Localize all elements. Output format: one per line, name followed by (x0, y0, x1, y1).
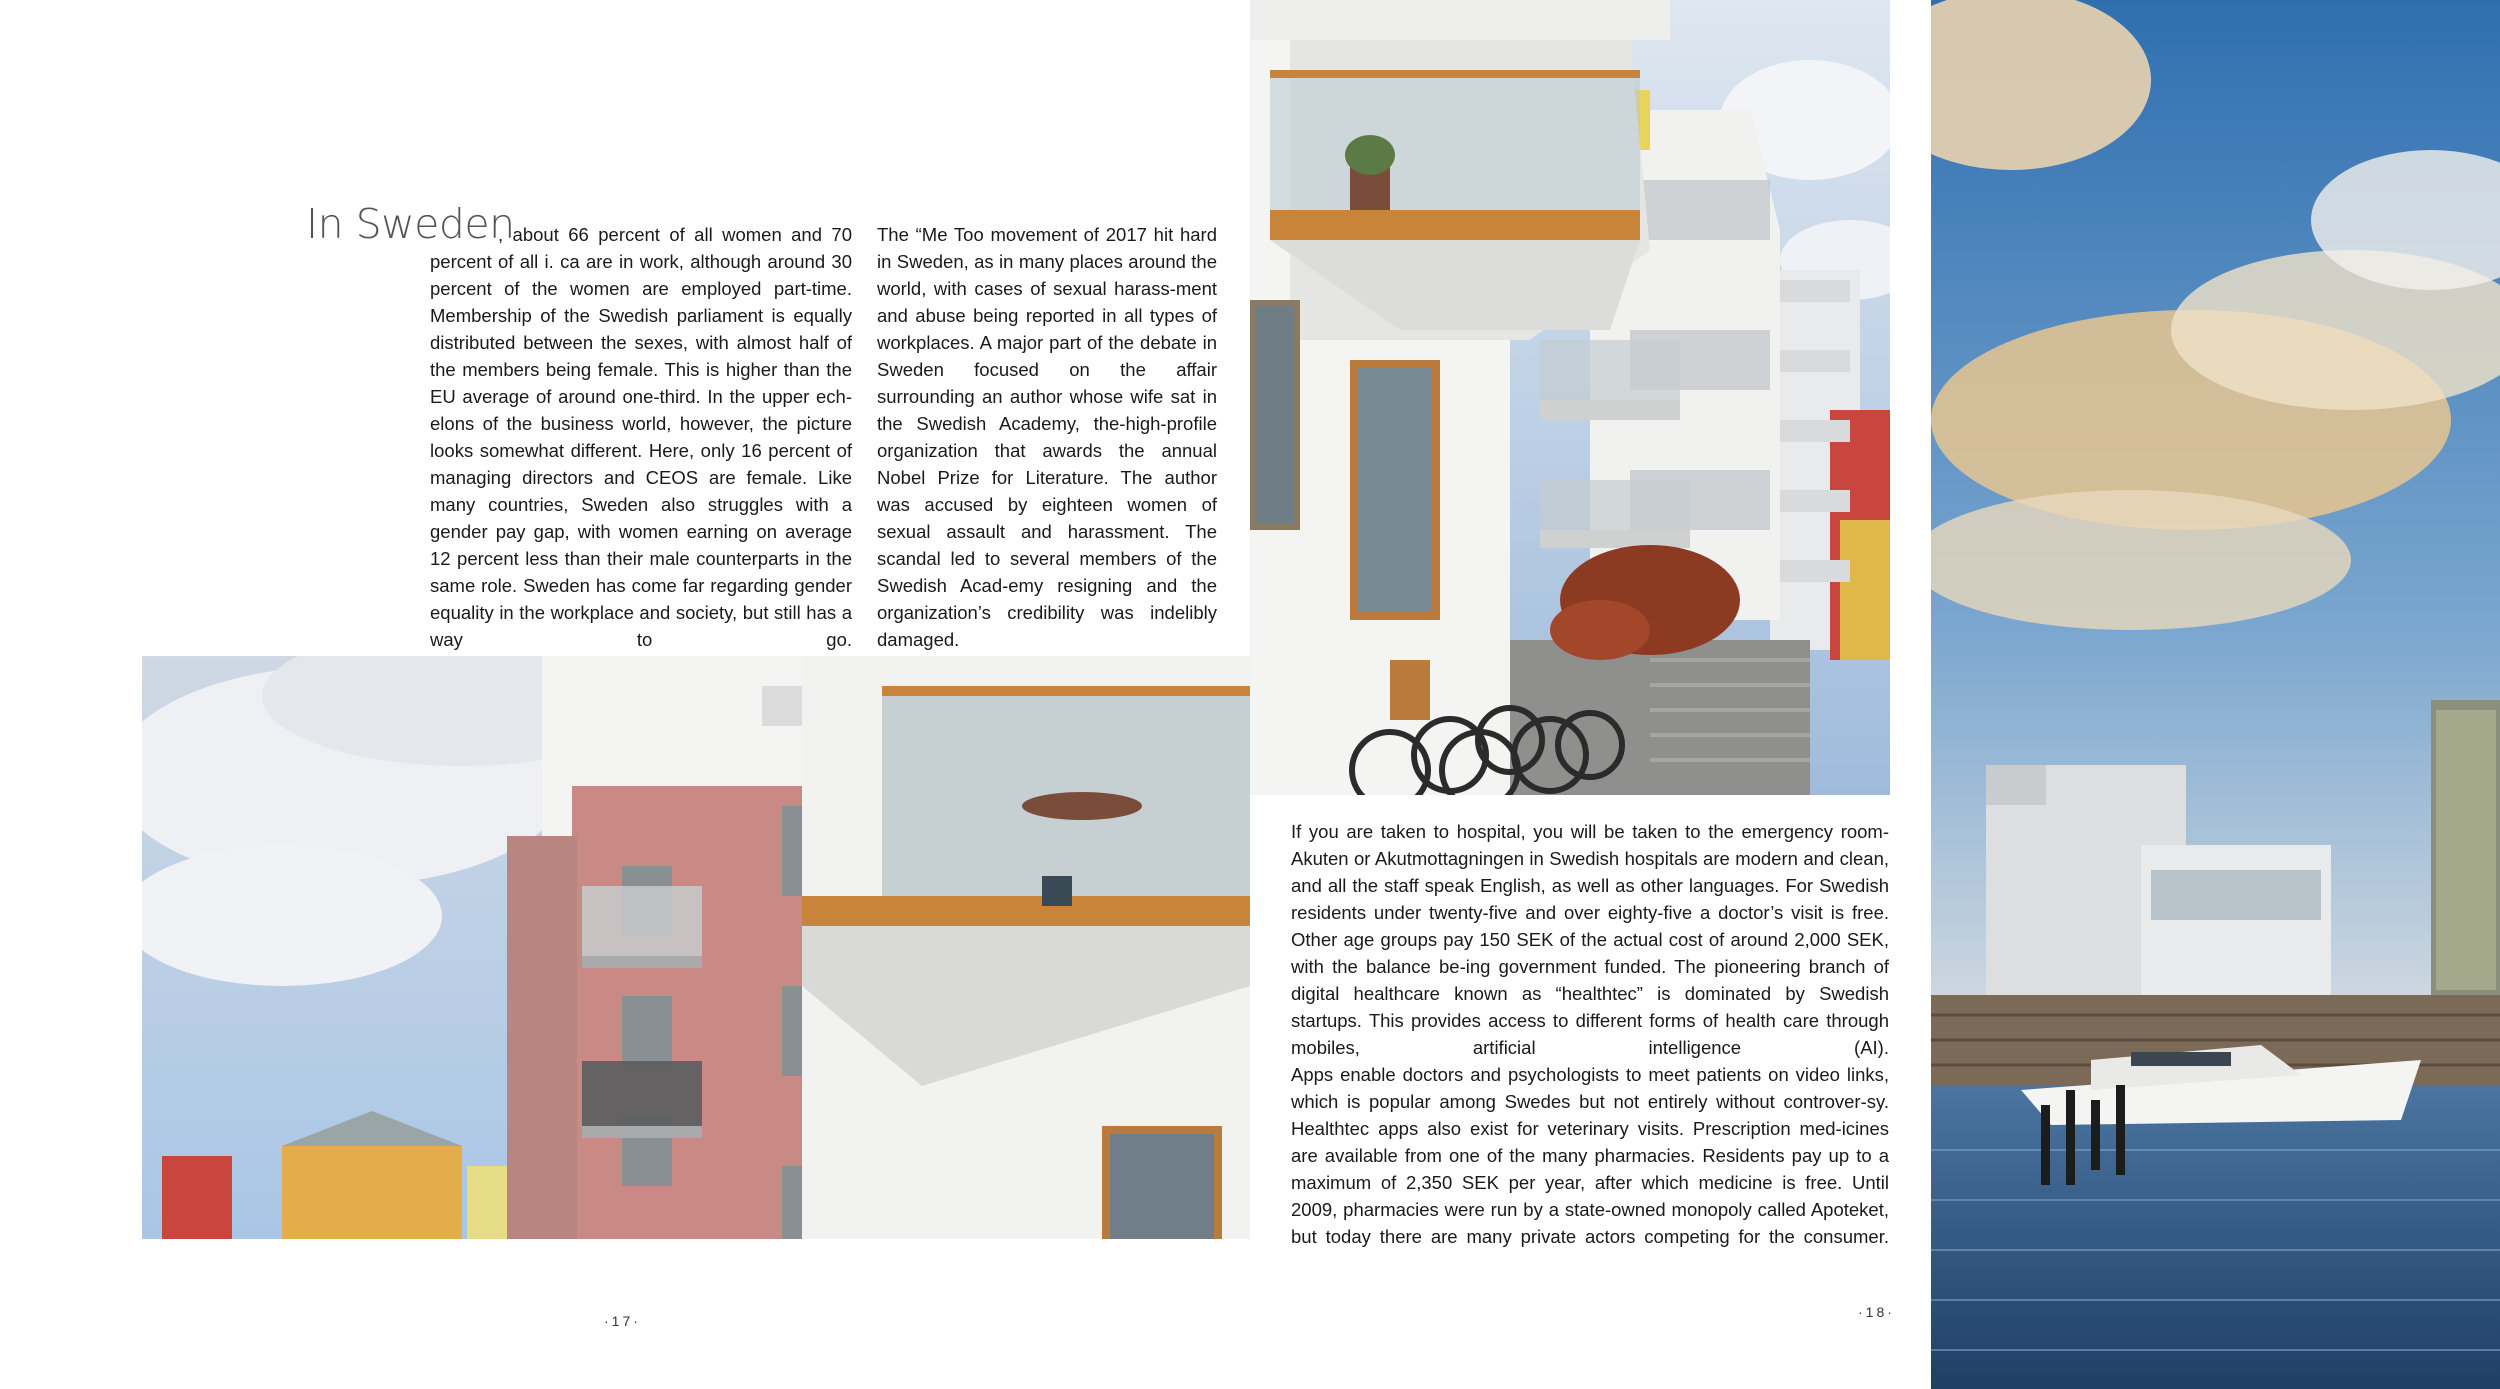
pink-building-photo (142, 656, 1250, 1239)
column-1-first-line: , about 66 percent of all women and 70 (498, 224, 852, 245)
right-paragraph-1: If you are taken to hospital, you will be taken to the emergency room-Akuten or Akutmottagningen in Swedish hospitals are modern and clean, and all the staff speak English, as well as other languages. For Swedish residents under twenty-five and over eighty-five a doctor’s visit is free. Other age groups pay 150 SEK of the actual cost of around 2,000 SEK, with the balance be-ing government funded. The pioneering branch of digital healthcare known as “healthtec” is dominated by Swedish startups. This provides access to different forms of health care through mobiles, artificial intelligence (AI). (1291, 821, 1889, 1058)
harbour-photo (1931, 0, 2500, 1389)
right-paragraph-2: Apps enable doctors and psychologists to meet patients on video links, which is popular among Swedes but not entirely without controver-sy. Healthtec apps also exist for veterinary visits. Prescription med-icines are available from one of the many pharmacies. Residents pay up to a maximum of 2,350 SEK per year, after which medicine is free. Until 2009, pharmacies were run by a state-owned monopoly called Apoteket, but today there are many private actors competing for the consumer. (1291, 1064, 1889, 1247)
page-number-18: ·18· (1858, 1304, 1895, 1320)
column-1-text: percent of all i. ca are in work, although around 30 percent of the women are employed part-time. Membership of the Swedish parliament is equally distributed between the sexes, with almost half of the members being female. This is higher than the EU average of around one-third. In the upper ech-elons of the business world, however, the picture looks somewhat different. Here, only 16 percent of managing directors and CEOS are female. Like many countries, Sweden also struggles with a gender pay gap, with women earning on average 12 percent less than their male counterparts in the same role. Sweden has come far regarding gender equality in the workplace and society, but still has a way to go. (430, 251, 852, 650)
apartment-balconies-photo (1250, 0, 1890, 795)
intro-word: In Sweden (306, 200, 515, 248)
page-number-17: ·17· (604, 1313, 641, 1329)
column-2-text: The “Me Too movement of 2017 hit hard in Sweden, as in many places around the world, with cases of sexual harass-ment and abuse being reported in all types of workplaces. A major part of the debate in Sweden focused on the affair surrounding an author whose wife sat in the Swedish Academy, the-high-profile organization that awards the annual Nobel Prize for Literature. The author was accused by eighteen women of sexual assault and harassment. The scandal led to several members of the Swedish Acad-emy resigning and the organization’s credibility was indelibly damaged. (877, 224, 1217, 650)
